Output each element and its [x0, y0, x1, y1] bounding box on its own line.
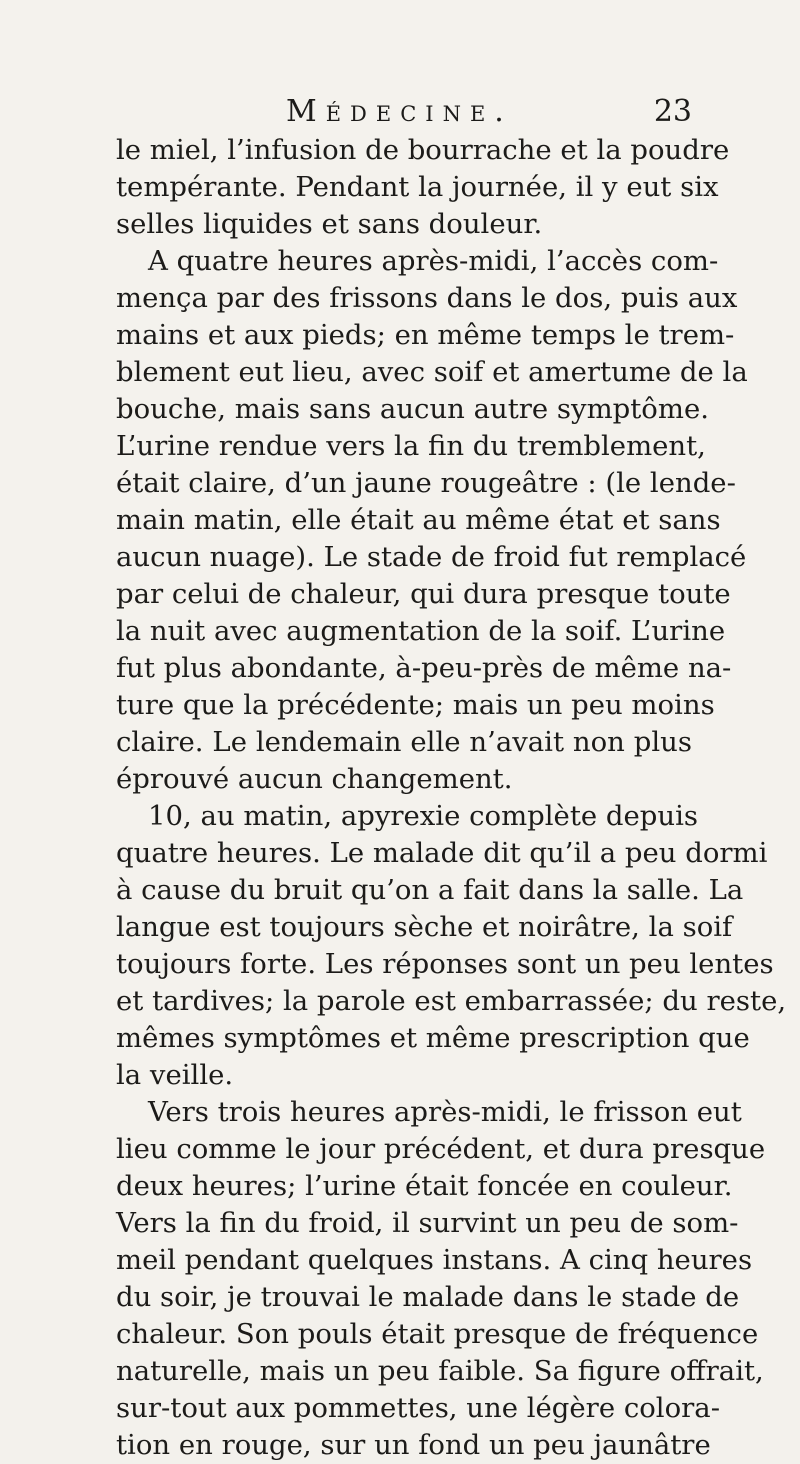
text-line: selles liquides et sans douleur.	[116, 208, 543, 240]
running-head	[118, 92, 692, 132]
text-line: par celui de chaleur, qui dura presque toute	[116, 578, 731, 610]
text-line: deux heures; l’urine était foncée en couleur.	[116, 1170, 733, 1202]
running-title: Médecine.	[286, 94, 513, 129]
text-line: tion en rouge, sur un fond un peu jaunâtre	[116, 1429, 711, 1461]
text-line: la nuit avec augmentation de la soif. L’urine	[116, 615, 726, 647]
text-line: langue est toujours sèche et noirâtre, la soif	[116, 911, 733, 943]
text-line: mença par des frissons dans le dos, puis aux	[116, 282, 738, 314]
text-line: Vers la fin du froid, il survint un peu de som-	[116, 1207, 739, 1239]
text-line: fut plus abondante, à-peu-près de même na-	[116, 652, 732, 684]
text-line: blement eut lieu, avec soif et amertume de la	[116, 356, 748, 388]
text-line: la veille.	[116, 1059, 234, 1091]
text-line: A quatre heures après-midi, l’accès com-	[148, 245, 719, 277]
text-line: à cause du bruit qu’on a fait dans la salle. La	[116, 874, 744, 906]
text-line: du soir, je trouvai le malade dans le stade de	[116, 1281, 740, 1313]
text-line: naturelle, mais un peu faible. Sa figure offrait,	[116, 1355, 764, 1387]
body-text	[116, 132, 787, 1464]
text-line: tempérante. Pendant la journée, il y eut six	[116, 171, 719, 203]
text-line: mains et aux pieds; en même temps le trem-	[116, 319, 735, 351]
text-line: lieu comme le jour précédent, et dura presque	[116, 1133, 766, 1165]
text-line: et tardives; la parole est embarrassée; du reste,	[116, 985, 787, 1017]
text-line: quatre heures. Le malade dit qu’il a peu dormi	[116, 837, 768, 869]
text-line: éprouvé aucun changement.	[116, 763, 513, 795]
text-line: L’urine rendue vers la fin du tremblement,	[116, 430, 706, 462]
text-line: aucun nuage). Le stade de froid fut remplacé	[116, 541, 747, 573]
text-line: 10, au matin, apyrexie complète depuis	[148, 800, 698, 832]
text-line: mêmes symptômes et même prescription que	[116, 1022, 750, 1054]
text-line: claire. Le lendemain elle n’avait non plus	[116, 726, 692, 758]
text-line: bouche, mais sans aucun autre symptôme.	[116, 393, 709, 425]
text-line: était claire, d’un jaune rougeâtre : (le lende-	[116, 467, 736, 499]
page-number: 23	[653, 94, 692, 129]
text-line: le miel, l’infusion de bourrache et la poudre	[116, 134, 730, 166]
text-line: ture que la précédente; mais un peu moins	[116, 689, 715, 721]
text-line: chaleur. Son pouls était presque de fréquence	[116, 1318, 759, 1350]
text-line: main matin, elle était au même état et sans	[116, 504, 721, 536]
text-line: Vers trois heures après-midi, le frisson eut	[148, 1096, 742, 1128]
text-line: toujours forte. Les réponses sont un peu lentes	[116, 948, 774, 980]
text-line: sur-tout aux pommettes, une légère colora-	[116, 1392, 720, 1424]
text-line: meil pendant quelques instans. A cinq heures	[116, 1244, 753, 1276]
